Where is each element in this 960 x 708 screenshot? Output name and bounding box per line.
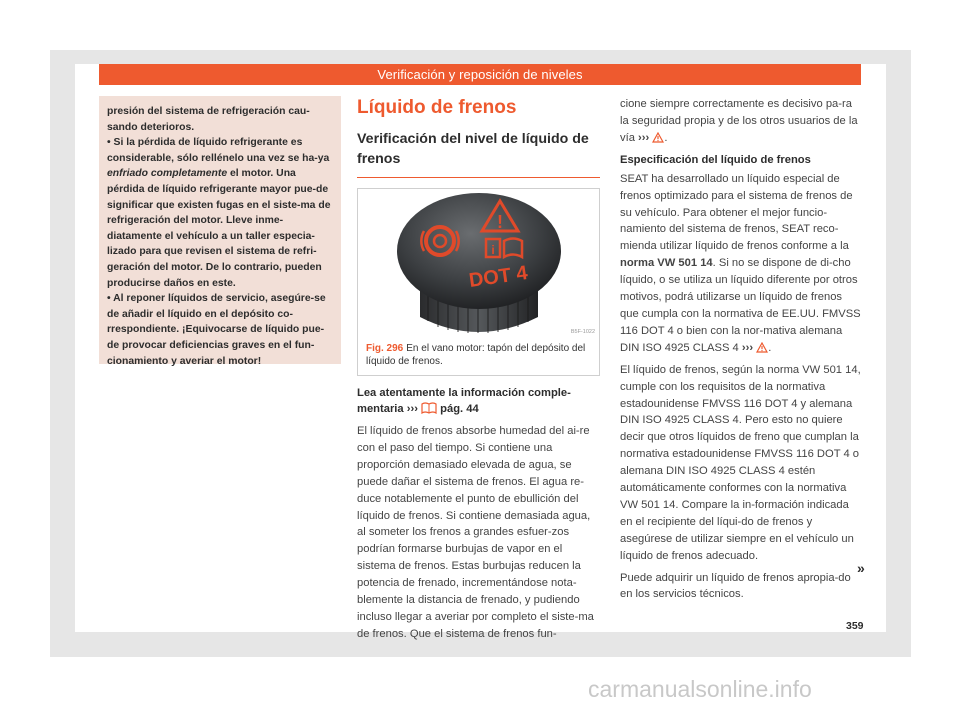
warning-icon <box>652 132 664 143</box>
dot4-cap-label: DOT 4 <box>467 261 530 292</box>
warning-text-3: • Al reponer líquidos de servicio, asegúre-se de añadir el líquido en el depósito co-rrespondiente. ¡Equivocarse de líquido pue-de provocar deficiencias graves en el fun-cionamiento y averiar el motor! <box>107 291 334 369</box>
right-paragraph-3: El líquido de frenos, según la norma VW 501 14, cumple con los requisitos de la normativa estadounidense FMVSS 116 DOT 4 y alemana DIN ISO 4925 CLASS 4. Pero esto no quiere decir que otros líquidos de freno que cumplan la normativa estadounidense FMVSS 116 DOT 4 o alemana DIN ISO 4925 CLASS 4 estén automáticamente conformes con la normativa VW 501 14. Compare la in-formación indicada en el recipiente del líqui-do de frenos y asegúrese de utilizar siempre en el vehículo un líquido de frenos adecuado. <box>620 363 861 562</box>
figure-caption: Fig. 296 En el vano motor: tapón del depósito del líquido de frenos. <box>366 343 586 367</box>
middle-column <box>357 96 600 640</box>
info-reference: Lea atentamente la información comple-mentaria ››› pág. 44 <box>357 387 571 415</box>
brake-fluid-cap-image <box>358 189 599 341</box>
middle-body <box>357 385 600 643</box>
warning-icon <box>756 342 768 353</box>
continue-icon: » <box>857 560 865 576</box>
warning-box <box>99 96 341 367</box>
section-subtitle: Verificación del nivel de líquido de frenos <box>357 131 589 167</box>
subtitle-divider <box>357 177 600 178</box>
section-title: Líquido de frenos <box>357 97 517 118</box>
warning-text-1: presión del sistema de refrigeración cau-sando deterioros. <box>107 106 310 133</box>
right-column <box>620 96 861 608</box>
body-paragraph: El líquido de frenos absorbe humedad del ai-re con el paso del tiempo. Si contiene una proporción demasiado elevada de agua, se puede dañar el sistema de frenos. El agua re-duce notablemente el punto de ebullición del líquido de frenos. Si contiene demasiada agua, al someter los frenos a grandes esfuer-zos podrían formarse burbujas de vapor en el sistema de frenos. Estas burbujas reducen la potencia de frenado, incrementándose nota-blemente la distancia de frenado, y pudiendo incluso llegar a averiar por completo el siste-ma de frenos. Que el sistema de frenos fun- <box>357 425 594 640</box>
right-paragraph-4: Puede adquirir un líquido de frenos apropia-do en los servicios técnicos. <box>620 571 851 601</box>
book-icon <box>421 402 437 414</box>
page-number: 359 <box>846 620 864 632</box>
figure-label: Fig. 296 <box>366 343 404 354</box>
figure <box>357 188 600 376</box>
svg-text:i: i <box>491 243 495 257</box>
right-paragraph-2: SEAT ha desarrollado un líquido especial de frenos optimizado para el sistema de frenos de su vehículo. Para obtener el mejor funcio-namiento del sistema de frenos, SEAT reco-mienda utilizar líquido de frenos conforme a la norma VW 501 14. Si no se dispone de di-cho líquido, o se utiliza un líquido diferente por otros motivos, podrá utilizarse un líquido de frenos que cumpla con la normativa de EE.UU. FMVSS 116 DOT 4 o bien con la nor-mativa alemana DIN ISO 4925 CLASS 4 ››› . <box>620 172 861 354</box>
chapter-header: Verificación y reposición de niveles <box>99 64 861 85</box>
warning-text-2: • Si la pérdida de líquido refrigerante es considerable, sólo rellénelo una vez se ha-ya enfriado completamente el motor. Una pérdida de líquido refrigerante mayor pue-de significar que existen fugas en el siste-ma de refrigeración del motor. Lleve inme-diatamente el vehículo a un taller especia-lizado para que revisen el sistema de refri-geración del motor. De lo contrario, pueden producirse daños en este. <box>107 135 334 291</box>
figure-code: B5F-1022 <box>570 329 595 335</box>
right-paragraph-1: cione siempre correctamente es decisivo pa-ra la seguridad propia y de los otros usuarios de la vía ››› . <box>620 98 858 144</box>
subheading-spec: Especificación del líquido de frenos <box>620 153 811 166</box>
svg-text:!: ! <box>497 212 503 232</box>
watermark: carmanualsonline.info <box>588 676 812 702</box>
